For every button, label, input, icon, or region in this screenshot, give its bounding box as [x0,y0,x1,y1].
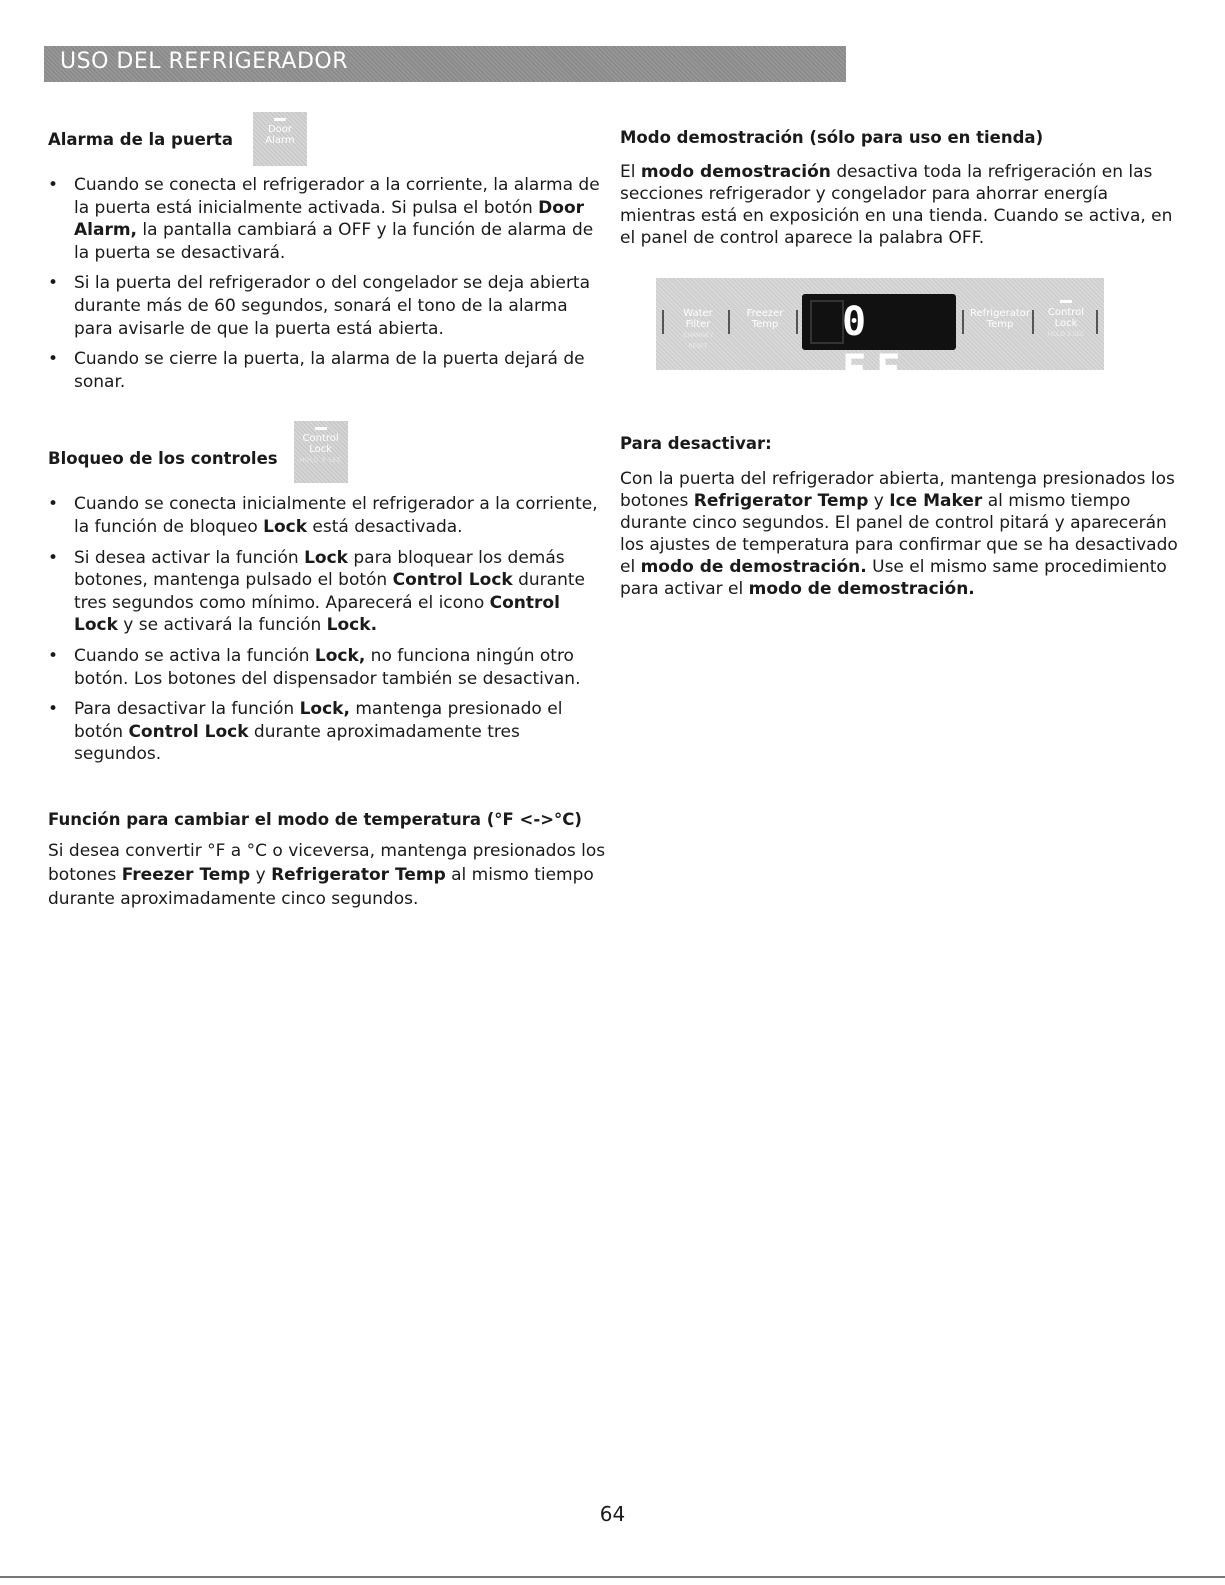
water-filter-button: Water Filter CHANGE / RESET [683,308,713,350]
refrigerator-temp-button: Refrigerator Temp [970,308,1030,330]
list-item: • Cuando se conecta el refrigerador a la corriente, la alarma de la puerta está inicialmente activada. Si pulsa el botón Door Alarm, la pantalla cambiará a OFF y la función de alarma de la puerta se desactivará. [48,175,600,263]
list-item: • Si desea activar la función Lock para bloquear los demás botones, mantenga pulsado el botón Control Lock durante tres segundos como mínimo. Aparecerá el icono Control Lock y se activará la función Lock. [48,547,585,636]
lcd-display-text: 0 FF [842,299,911,393]
list-item: • Si la puerta del refrigerador o del congelador se deja abierta durante más de 60 segundos, sonará el tono de la alarma para avisarle de que la puerta está abierta. [48,273,591,339]
door-alarm-button-line1: Door [267,124,292,135]
door-alarm-header [48,112,608,168]
demo-mode-body: El modo demostración desactiva toda la refrigeración en las secciones refrigerador y congelador para ahorrar energía mientras está en exposición en una tienda. Cuando se activa, en el panel de control aparece la palabra OFF. [620,162,1173,248]
demo-mode-title: Modo demostración (sólo para uso en tienda) [620,128,1044,147]
door-alarm-title: Alarma de la puerta [48,130,233,149]
freezer-temp-button: Freezer Temp [746,308,784,330]
right-column [620,128,1180,599]
control-lock-button-line1: Control [302,433,339,445]
page-number: 64 [599,1502,626,1526]
list-item: • Cuando se conecta inicialmente el refrigerador a la corriente, la función de bloqueo Lock está desactivada. [48,494,598,537]
left-column [48,112,608,911]
control-lock-button-icon [294,421,348,483]
deactivate-body: Con la puerta del refrigerador abierta, mantenga presionados los botones Refrigerator Temp y Ice Maker al mismo tiempo durante cinco segundos. El panel de control pitará y aparecerán los ajustes de temperatura para confirmar que se ha desactivado el modo de demostración. Use el mismo same procedimiento para activar el modo de demostración. [620,469,1178,599]
temp-mode-title: Función para cambiar el modo de temperatura (°F <->°C) [48,809,582,829]
lcd-display [802,294,956,393]
door-alarm-button-icon [253,112,307,166]
deactivate-title: Para desactivar: [620,434,772,453]
control-lock-button-sub: HOLD 3 SEC [299,457,342,465]
bottom-rule [0,1576,1225,1578]
list-item: • Cuando se activa la función Lock, no funciona ningún otro botón. Los botones del dispensador también se desactivan. [48,645,581,689]
section-banner [44,46,846,82]
list-item: • Para desactivar la función Lock, mantenga presionado el botón Control Lock durante aproximadamente tres segundos. [48,699,563,765]
control-lock-title: Bloqueo de los controles [48,449,278,469]
banner-title: USO DEL REFRIGERADOR [60,49,349,74]
control-lock-panel-button: Control Lock HOLD 3 SEC [1040,300,1092,340]
control-panel-image [656,278,1104,393]
control-lock-header [48,421,608,487]
door-alarm-button-line2: Alarm [265,135,295,146]
door-alarm-list [48,174,608,393]
control-lock-list [48,493,608,766]
control-lock-button-line2: Lock [309,444,332,456]
list-item: • Cuando se cierre la puerta, la alarma de la puerta dejará de sonar. [48,349,585,392]
temp-mode-body: Si desea convertir °F a °C o viceversa, mantenga presionados los botones Freezer Temp y Refrigerator Temp al mismo tiempo durante aproximadamente cinco segundos. [48,840,606,909]
